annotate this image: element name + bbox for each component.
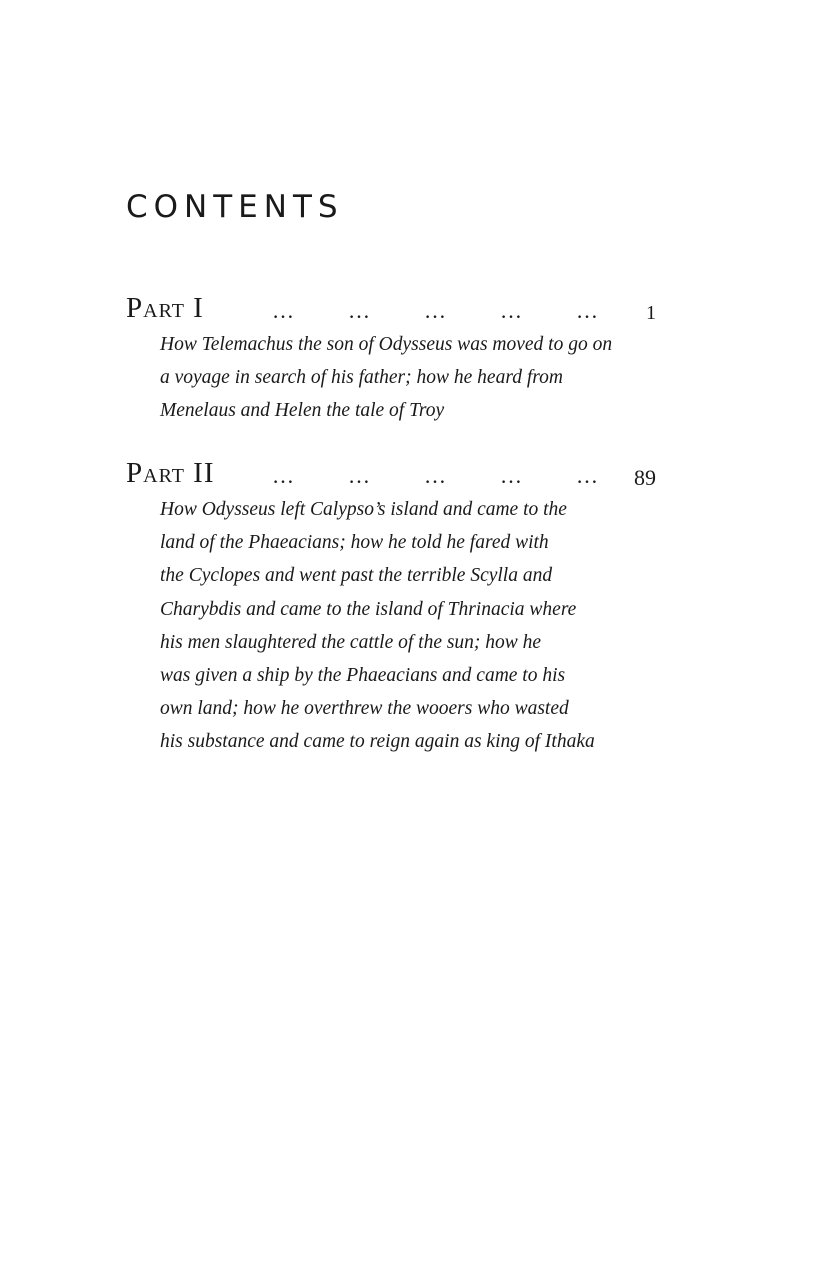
- part-label[interactable]: Part I: [126, 292, 204, 324]
- dot-leaders: [272, 296, 652, 326]
- description-line: How Odysseus left Calypso’s island and came to the: [160, 499, 567, 520]
- part-label[interactable]: Part II: [126, 457, 215, 489]
- leader-mark: …: [348, 298, 370, 323]
- toc-entry-header: [126, 290, 656, 328]
- dot-leaders: [272, 461, 652, 491]
- leader-mark: …: [500, 463, 522, 488]
- leader-mark: …: [424, 298, 446, 323]
- page-number[interactable]: 1: [646, 302, 656, 324]
- leader-mark: …: [500, 298, 522, 323]
- toc-entry-part-1[interactable]: [126, 290, 656, 428]
- contents-heading: CONTENTS: [126, 189, 344, 225]
- leader-mark: …: [576, 298, 598, 323]
- page-number[interactable]: 89: [634, 465, 656, 490]
- leader-mark: …: [424, 463, 446, 488]
- leader-mark: …: [272, 463, 294, 488]
- description-line: a voyage in search of his father; how he heard from: [160, 367, 563, 389]
- description-line: Menelaus and Helen the tale of Troy: [160, 400, 445, 422]
- leader-mark: …: [348, 463, 370, 488]
- description-line: Charybdis and came to the island of Thrinacia where: [160, 598, 577, 620]
- description-line: land of the Phaeacians; how he told he fared with: [160, 532, 549, 554]
- part-description: [126, 493, 660, 759]
- description-line: was given a ship by the Phaeacians and came to his: [160, 665, 566, 687]
- description-line: the Cyclopes and went past the terrible Scylla and: [160, 565, 553, 587]
- description-line: How Telemachus the son of Odysseus was moved to go on: [160, 334, 613, 355]
- leader-mark: …: [576, 463, 598, 488]
- toc-entry-part-2[interactable]: [126, 455, 656, 759]
- leader-mark: …: [272, 298, 294, 323]
- description-line: own land; how he overthrew the wooers who wasted: [160, 698, 569, 720]
- toc-entry-header: [126, 455, 656, 493]
- description-line: his substance and came to reign again as king of Ithaka: [160, 731, 595, 753]
- description-line: his men slaughtered the cattle of the sun; how he: [160, 631, 542, 653]
- part-description: [126, 328, 660, 428]
